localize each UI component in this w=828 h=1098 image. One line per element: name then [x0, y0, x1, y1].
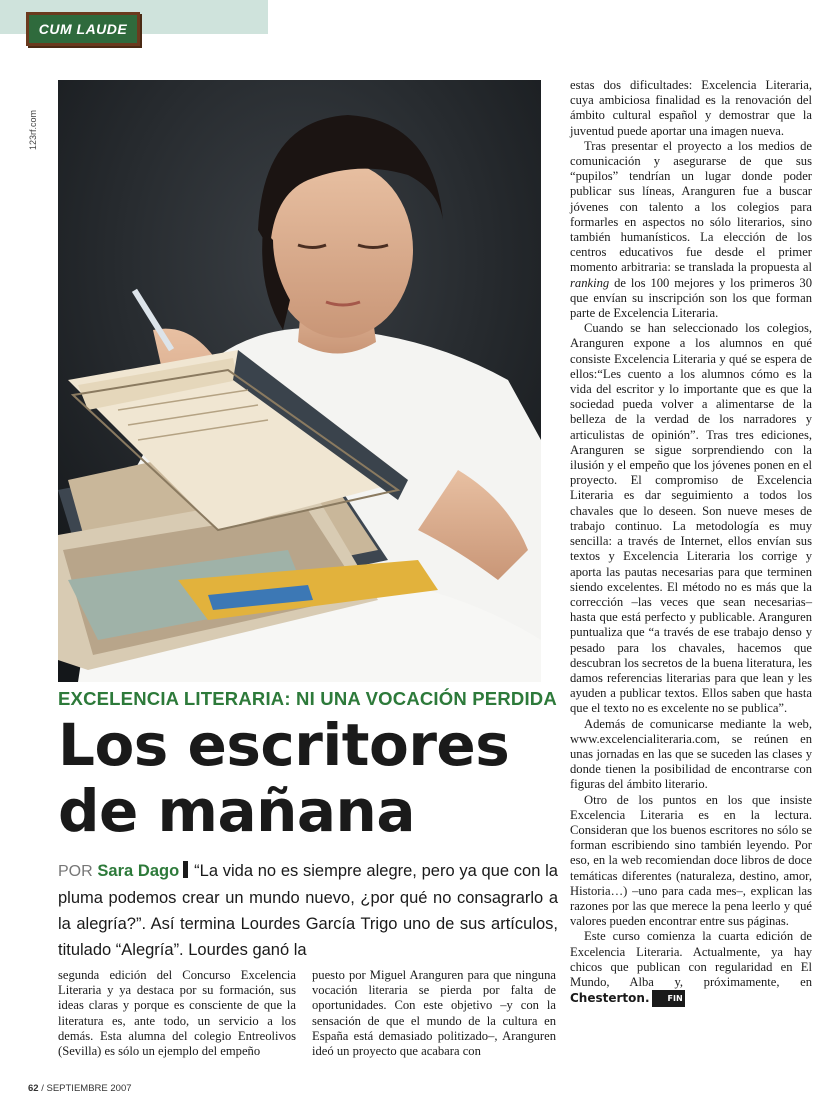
page-footer [28, 1083, 132, 1094]
body-paragraph: Otro de los puntos en los que insiste Excelencia Literaria es en la lectura. Consideran que los buenos escritores no sólo se forman escribiendo sino también leyendo. Por eso, en la web recomiendan doce libros de doce temáticas diferentes (naturaleza, destino, amor, Historia…) –uno para cada mes–, explican las razones por las que merece la pena leerlo y qué valores pueden encontrar entre sus páginas. [570, 792, 812, 929]
body-text: de los 100 mejores y los primeros 30 que envían su inscripción son los que forman parte de Excelencia Literaria. [570, 275, 812, 321]
body-column-2 [312, 968, 556, 1059]
body-paragraph: Además de comunicarse mediante la web, www.excelencialiteraria.com, se reúnen en unas jornadas en las que se suceden las clases y donde tienen la posibilidad de encontrarse con figuras del ámbito literario. [570, 716, 812, 792]
section-badge: CUM LAUDE [26, 12, 140, 46]
body-column-3 [570, 78, 812, 1007]
body-paragraph: estas dos dificultades: Excelencia Literaria, cuya ambiciosa finalidad es la renovación del ámbito cultural español y demostrar que la juventud puede aportar una imagen nueva. [570, 78, 812, 138]
byline-prefix: POR [58, 863, 93, 880]
byline-divider [183, 861, 188, 878]
body-paragraph: Cuando se han seleccionado los colegios, Aranguren expone a los alumnos en qué consiste Excelencia Literaria y qué se espera de ellos:“Les cuento a los alumnos cómo es la vida del escritor y lo importante que es que la sociedad pueda volver a alimentarse de la belleza de la verdad de los narradores y articulistas de opinión”. Tras tres ediciones, Aranguren se sigue sorprendiendo con la ilusión y el empeño que los jóvenes ponen en el proyecto. El compromiso de Excelencia Literaria es dar seguimiento a todos los chavales que lo deseen. Son nueve meses de trabajo continuo. La metodología es muy sencilla: a través de Internet, ellos envían sus textos y Excelencia Literaria los corrige y aporta las pautas necesarias para que terminen siendo excelentes. El método no es más que la corrección –las veces que sean necesarias– hasta que está perfecto y publicable. Aranguren puntualiza que “a través de ese trabajo denso y pesado para los chavales, hacemos que descubran los secretos de la buena literatura, les damos referencias literarias para que lean y les ayuden a publicar textos. Ellos saben que hasta que el texto no es excelente no se publica”. [570, 321, 812, 716]
body-paragraph [570, 139, 812, 321]
headline-line-2: de mañana [58, 777, 415, 845]
body-paragraph: segunda edición del Concurso Excelencia Literaria y ya destaca por su formación, sus ideas claras y porque es consciente de que la literatura es, ante todo, un servicio a los demás. Esta alumna del colegio Entreolivos (Sevilla) es sólo un ejemplo del empeño [58, 968, 296, 1059]
byline-author: Sara Dago [97, 862, 180, 880]
article-lead [58, 858, 558, 963]
issue-date: / SEPTIEMBRE 2007 [41, 1083, 132, 1094]
body-paragraph: puesto por Miguel Aranguren para que ninguna vocación literaria se pierda por falta de oportunidades. Con este objetivo –y con la sensación de que el mundo de la cultura en España está demasiado politizado–, Aranguren ideó un proyecto que acabara con [312, 968, 556, 1059]
article-headline [58, 712, 558, 844]
body-text: Tras presentar el proyecto a los medios de comunicación y asegurarse de que sus “pupilos” tendrían un lugar donde poder publicar sus líneas, Aranguren fue a buscar jóvenes con talento a los colegios para formarles en aspectos no sólo literarios, sino también humanísticos. La elección de los centros educativos fue desde el primer momento arbitraria: se translada la propuesta al [570, 138, 812, 275]
body-paragraph [570, 929, 812, 1007]
end-mark: FIN [652, 990, 685, 1007]
signature: Chesterton. [570, 991, 650, 1006]
headline-line-1: Los escritores [58, 711, 510, 779]
page-number: 62 [28, 1083, 39, 1094]
photo-credit: 123rf.com [28, 109, 38, 150]
body-text: Este curso comienza la cuarta edición de Excelencia Literaria. Actualmente, ya hay chicos que publican con regularidad en El Mundo, Alba y, próximamente, en [570, 929, 812, 989]
body-italic: ranking [570, 275, 610, 290]
body-column-1 [58, 968, 296, 1059]
lead-text: “La vida no es siempre alegre, pero ya que con la pluma podemos crear un mundo nuevo, ¿por qué no consagrarlo a la alegría?”. Así termina Lourdes García Trigo uno de sus artículos, titulado “Alegría”. Lourdes ganó la [58, 862, 558, 959]
article-kicker: EXCELENCIA LITERARIA: NI UNA VOCACIÓN PERDIDA [58, 688, 557, 709]
article-photo [58, 80, 541, 682]
